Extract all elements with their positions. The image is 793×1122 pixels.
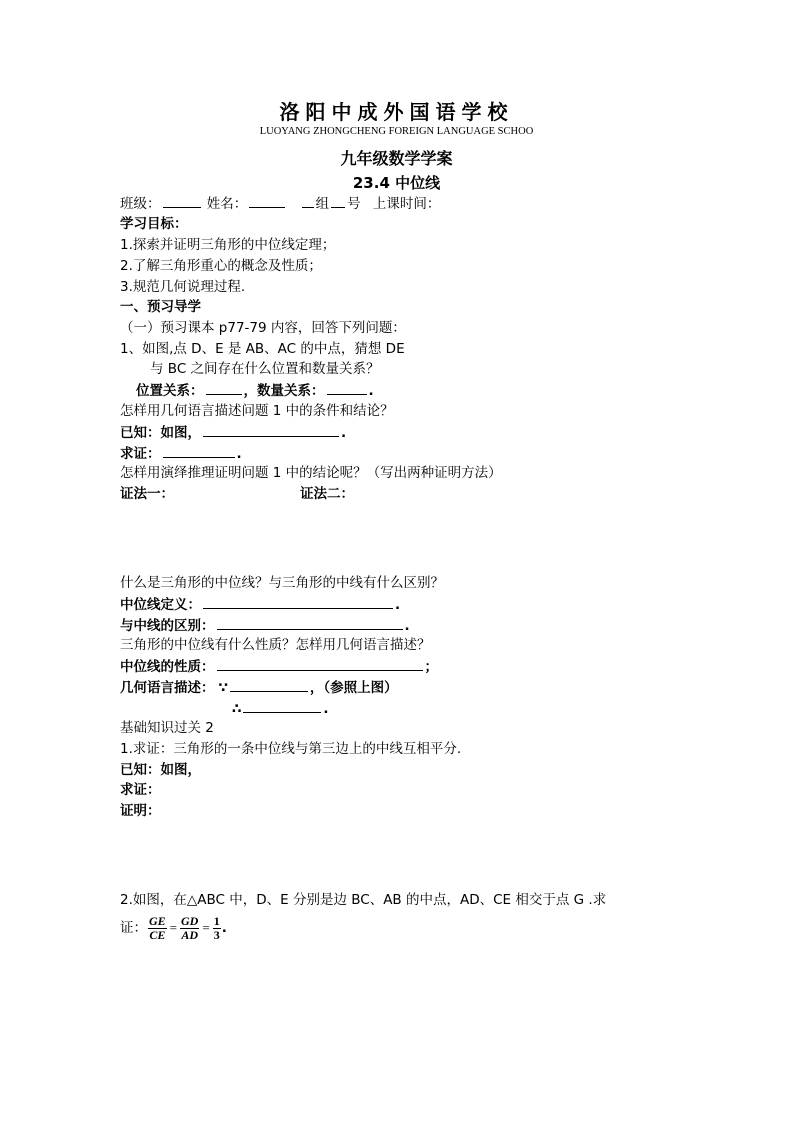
known-blank[interactable] (203, 422, 339, 437)
property-semicolon: ； (424, 659, 438, 675)
because-blank[interactable] (230, 677, 308, 692)
question-1-line-1: 1、如图,点 D、E 是 AB、AC 的中点，猜想 DE (120, 341, 405, 357)
midline-property-question: 三角形的中位线有什么性质？怎样用几何语言描述？ (120, 637, 431, 653)
question-3: 怎样用演绎推理证明问题 1 中的结论呢？（写出两种证明方法） (120, 465, 502, 481)
relation-period: . (368, 383, 374, 399)
definition-blank[interactable] (203, 594, 393, 609)
geometry-label: 几何语言描述： (120, 680, 215, 696)
goal-item-2: 2.了解三角形重心的概念及性质； (120, 258, 322, 274)
prove-line (120, 443, 242, 464)
problem-1-proof: 证明： (120, 803, 161, 819)
name-label: 姓名： (206, 196, 248, 212)
class-label: 班级： (120, 196, 161, 212)
lesson-title: 23.4 中位线 (352, 174, 441, 192)
school-name-cn: 洛阳中成外国语学校 (279, 100, 514, 124)
prove-label: 求证： (120, 446, 161, 462)
problem-1-known: 已知：如图， (120, 762, 201, 778)
fraction-gd-ad: $\frac{GD}{AD}$ (181, 913, 199, 942)
equals-sign-1: = (169, 920, 178, 935)
midline-question: 什么是三角形的中位线？与三角形的中线有什么区别？ (120, 575, 444, 591)
position-label: 位置关系： (136, 383, 204, 399)
problem-2-prefix: 证： (120, 920, 147, 936)
fraction-ge-ce: $\frac{GE}{CE}$ (149, 913, 166, 942)
known-period: . (341, 425, 347, 441)
therefore-blank[interactable] (243, 698, 321, 713)
definition-label: 中位线定义： (120, 597, 201, 613)
goal-item-3: 3.规范几何说理过程. (120, 279, 246, 295)
problem-1-prove: 求证： (120, 782, 161, 798)
preview-heading: 一、预习导学 (120, 299, 201, 315)
geometry-line-2 (232, 698, 329, 719)
relation-line (136, 380, 374, 401)
definition-period: . (395, 597, 401, 613)
property-line (120, 656, 438, 677)
known-line (120, 422, 346, 443)
quantity-label: ，数量关系： (243, 383, 325, 399)
grade-title: 九年级数学学案 (340, 149, 453, 168)
property-blank[interactable] (217, 656, 423, 671)
basics-heading: 基础知识过关 2 (120, 720, 214, 736)
prove-blank[interactable] (163, 443, 235, 458)
student-info-line (120, 193, 440, 214)
problem-2-line-1: 2.如图，在△ABC 中，D、E 分别是边 BC、AB 的中点，AD、CE 相交于点 G .求 (120, 892, 607, 908)
known-label: 已知：如图， (120, 425, 201, 441)
method-1-label: 证法一： (120, 486, 174, 502)
midline-definition-line (120, 594, 400, 615)
question-2: 怎样用几何语言描述问题 1 中的条件和结论？ (120, 403, 394, 419)
quantity-blank[interactable] (327, 380, 367, 395)
preview-sub: （一）预习课本 p77-79 内容，回答下列问题： (120, 320, 406, 336)
fraction-one-third: $\frac{1}{3}$ (213, 913, 220, 942)
name-blank[interactable] (249, 193, 285, 208)
property-label: 中位线的性质： (120, 659, 215, 675)
prove-period: . (236, 446, 242, 462)
difference-line (120, 615, 410, 636)
school-name-en: LUOYANG ZHONGCHENG FOREIGN LANGUAGE SCHOO (259, 126, 534, 137)
difference-blank[interactable] (217, 615, 403, 630)
because-symbol: ∵ (218, 680, 228, 696)
group-blank[interactable] (302, 193, 314, 208)
goals-heading: 学习目标： (120, 216, 188, 232)
therefore-period: . (323, 701, 329, 717)
number-blank[interactable] (331, 193, 345, 208)
problem-2-period: . (221, 920, 227, 936)
goal-item-1: 1.探索并证明三角形的中位线定理； (120, 237, 336, 253)
therefore-symbol: ∴ (232, 701, 242, 717)
difference-label: 与中线的区别： (120, 618, 215, 634)
problem-2-line-2 (120, 913, 227, 943)
time-label: 上课时间： (372, 196, 441, 212)
class-blank[interactable] (163, 193, 201, 208)
method-2-label: 证法二： (300, 486, 354, 502)
reference-note: ，（参照上图） (309, 680, 398, 696)
equals-sign-2: = (202, 920, 210, 935)
position-blank[interactable] (206, 380, 242, 395)
group-label: 组 (315, 196, 330, 212)
difference-period: . (404, 618, 410, 634)
question-1-line-2: 与 BC 之间存在什么位置和数量关系？ (150, 361, 380, 377)
problem-1: 1.求证：三角形的一条中位线与第三边上的中线互相平分. (120, 741, 462, 757)
geometry-line-1 (120, 677, 398, 698)
number-label: 号 (347, 196, 361, 212)
